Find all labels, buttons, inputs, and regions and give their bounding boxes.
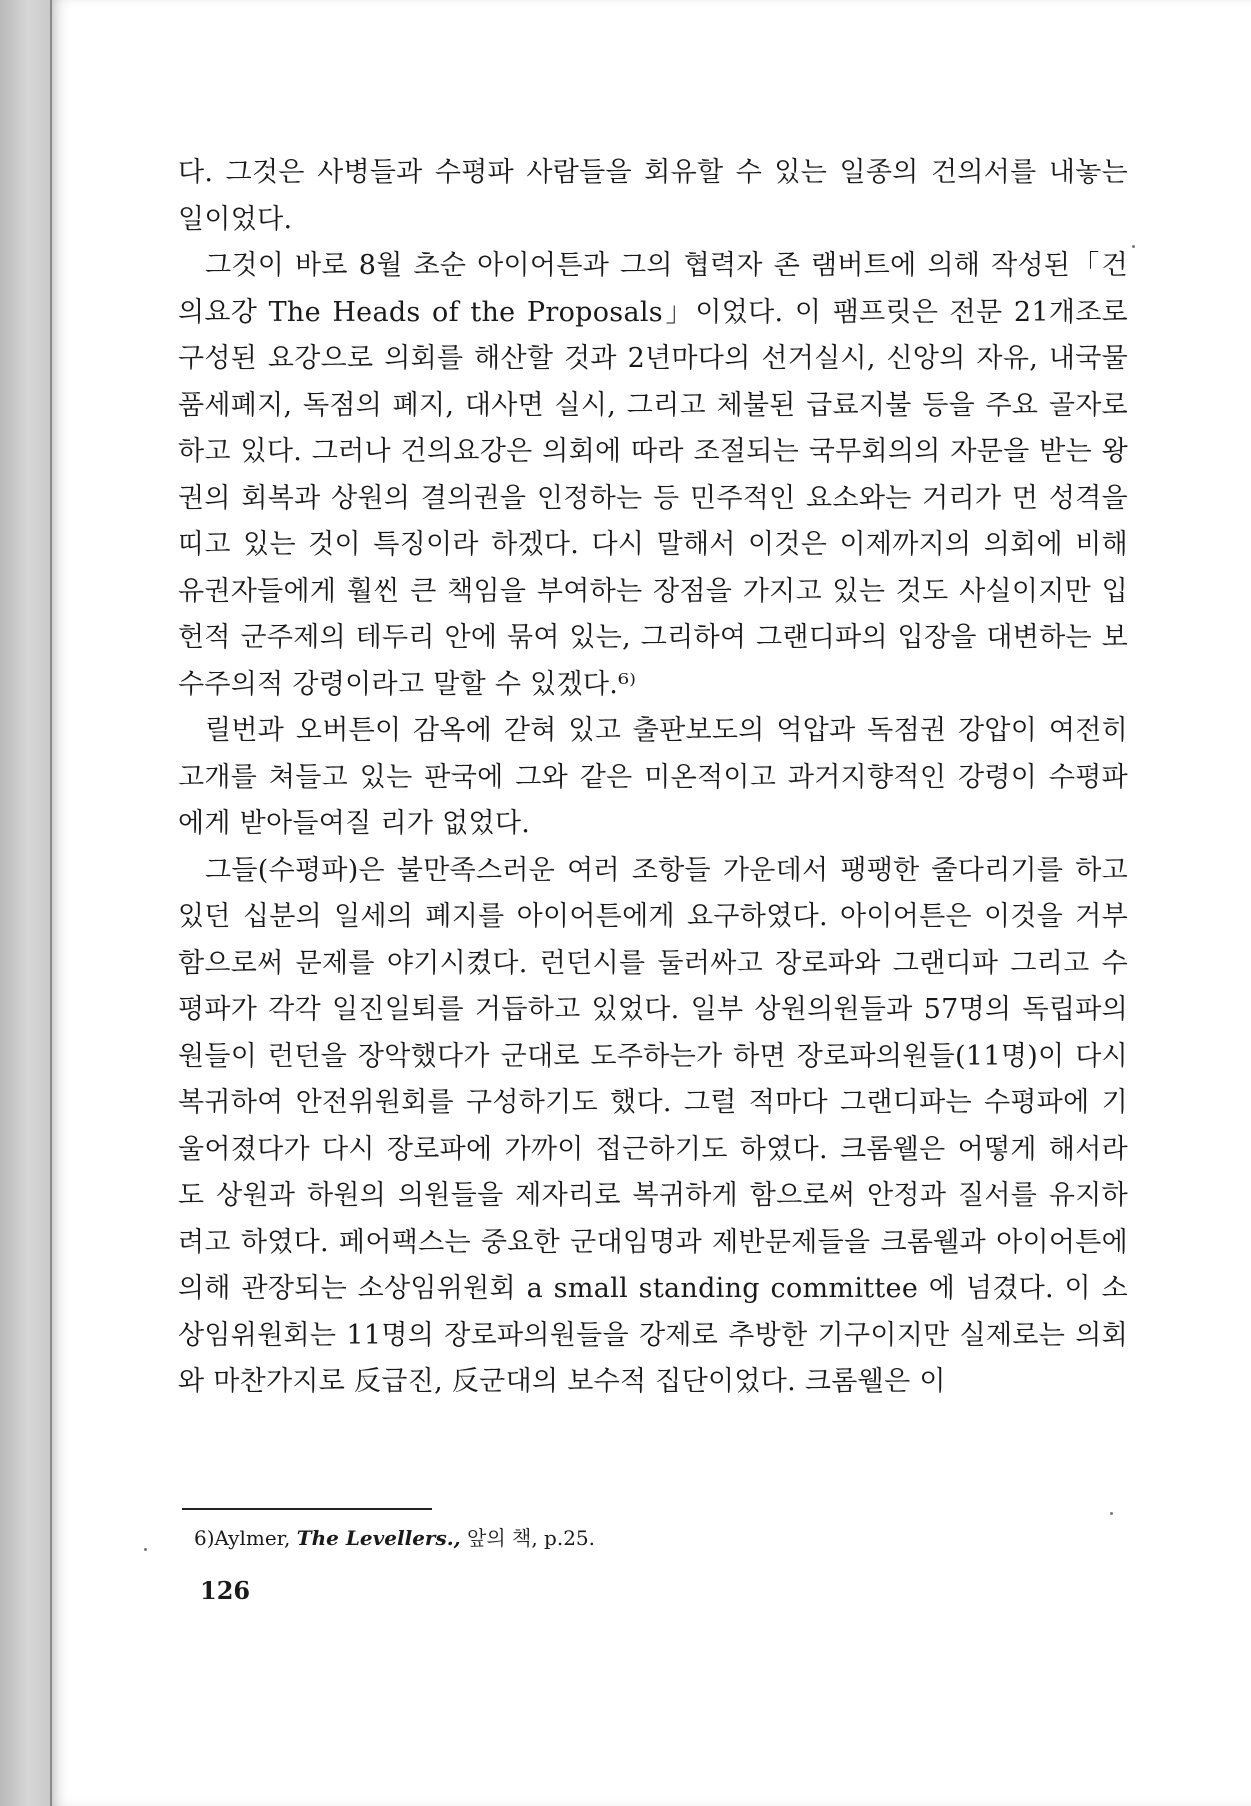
footnote-title: The Levellers., (296, 1526, 461, 1550)
footnote-author: Aylmer, (214, 1526, 291, 1550)
paragraph-4: 그들(수평파)은 불만족스러운 여러 조항들 가운데서 팽팽한 줄다리기를 하고 있던 십분의 일세의 폐지를 아이어튼에게 요구하였다. 아이어튼은 이것을 거부함으로써 문제를 야기시켰다. 런던시를 둘러싸고 장로파와 그랜디파 그리고 수평파가 각각 일진일퇴를 거듭하고 있었다. 일부 상원의원들과 57명의 독립파의원들이 런던을 장악했다가 군대로 도주하는가 하면 장로파의원들(11명)이 다시 복귀하여 안전위원회를 구성하기도 했다. 그럴 적마다 그랜디파는 수평파에 기울어졌다가 다시 장로파에 가까이 접근하기도 하였다. 크롬웰은 어떻게 해서라도 상원과 하원의 의원들을 제자리로 복귀하게 함으로써 안정과 질서를 유지하려고 하였다. 페어팩스는 중요한 군대임명과 제반문제들을 크롬웰과 아이어튼에 의해 관장되는 소상임위원회 a small standing committee 에 넘겼다. 이 소상임위원회는 11명의 장로파의원들을 강제로 추방한 기구이지만 실제로는 의회와 마찬가지로 反급진, 反군대의 보수적 집단이었다. 크롬웰은 이 (178, 854, 1128, 1397)
paragraph-2: 그것이 바로 8월 초순 아이어튼과 그의 협력자 존 램버트에 의해 작성된「건의요강 The Heads of the Proposals」이었다. 이 팸프릿은 전문 21개조로 구성된 요강으로 의회를 해산할 것과 2년마다의 선거실시, 신앙의 자유, 내국물품세폐지, 독점의 폐지, 대사면 실시, 그리고 체불된 급료지불 등을 주요 골자로 하고 있다. 그러나 건의요강은 의회에 따라 조절되는 국무회의의 자문을 받는 왕권의 회복과 상원의 결의권을 인정하는 등 민주적인 요소와는 거리가 먼 성격을 띠고 있는 것이 특징이라 하겠다. 다시 말해서 이것은 이제까지의 의회에 비해 유권자들에게 훨씬 큰 책임을 부여하는 장점을 가지고 있는 것도 사실이지만 입헌적 군주제의 테두리 안에 묶여 있는, 그리하여 그랜디파의 입장을 대변하는 보수주의적 강령이라고 말할 수 있겠다.⁶⁾ (178, 250, 1128, 700)
footnote-divider (182, 1508, 432, 1510)
book-spine-edge (0, 0, 52, 1806)
footnote-marker: 6) (194, 1526, 215, 1550)
scan-speck (1132, 245, 1135, 248)
footnote (194, 1524, 595, 1552)
page-number: 126 (200, 1576, 251, 1605)
paragraph-1: 다. 그것은 사병들과 수평파 사람들을 회유할 수 있는 일종의 건의서를 내놓는 일이었다. (178, 157, 1128, 235)
scan-speck (1110, 1512, 1113, 1515)
body-text (178, 150, 1128, 1406)
book-page (52, 0, 1251, 1806)
scan-speck (144, 1548, 147, 1551)
paragraph-3: 릴번과 오버튼이 감옥에 갇혀 있고 출판보도의 억압과 독점권 강압이 여전히 고개를 쳐들고 있는 판국에 그와 같은 미온적이고 과거지향적인 강령이 수평파에게 받아들여질 리가 없었다. (178, 715, 1128, 839)
footnote-rest: 앞의 책, p.25. (467, 1526, 595, 1550)
